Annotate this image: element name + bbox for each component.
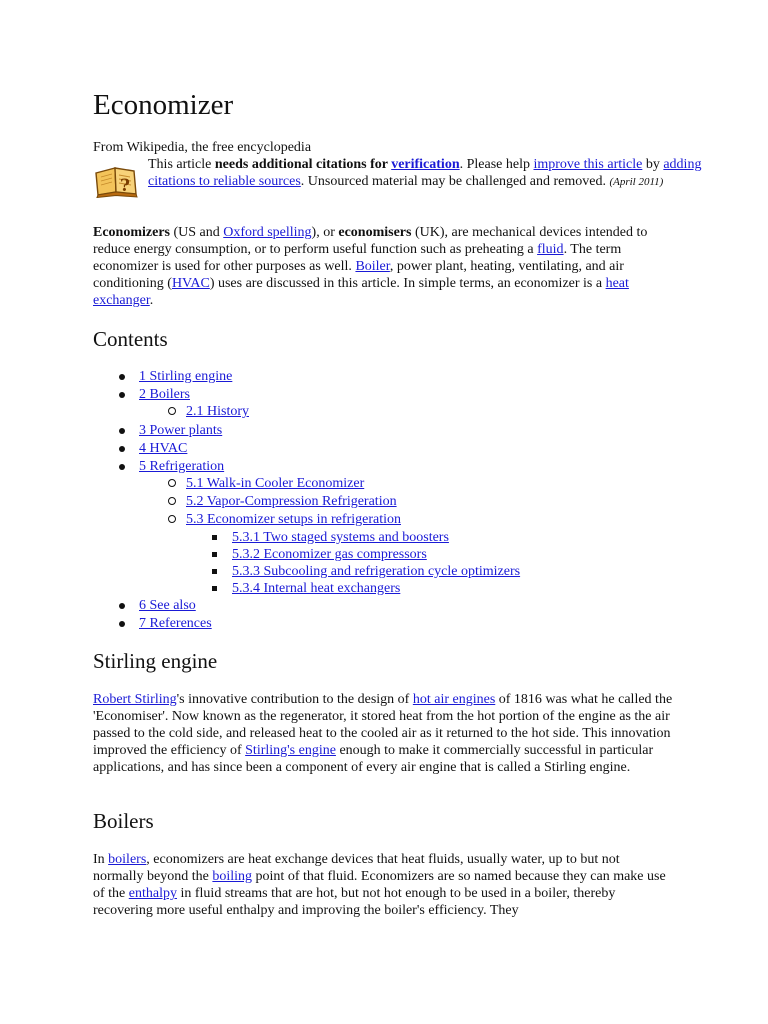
- toc-item: [186, 403, 249, 420]
- square-bullet-icon: [212, 569, 217, 574]
- page-title: Economizer: [93, 89, 234, 121]
- toc-item: [232, 563, 520, 580]
- circle-bullet-icon: [168, 497, 176, 505]
- toc-link-subcooling[interactable]: 5.3.3 Subcooling and refrigeration cycle optimizers: [232, 564, 521, 579]
- boilers-heading: Boilers: [93, 809, 154, 833]
- circle-bullet-icon: [168, 515, 176, 523]
- bullet-icon: [119, 374, 125, 380]
- circle-bullet-icon: [168, 407, 176, 415]
- bullet-icon: [119, 464, 125, 470]
- toc-link-boilers[interactable]: 2 Boilers: [139, 387, 190, 402]
- circle-bullet-icon: [168, 479, 176, 487]
- toc-link-history[interactable]: 2.1 History: [186, 404, 249, 419]
- boiler-link[interactable]: Boiler: [355, 259, 390, 274]
- toc-item: [139, 368, 232, 385]
- toc-link-walk-in-cooler[interactable]: 5.1 Walk-in Cooler Economizer: [186, 476, 365, 491]
- toc-link-economizer-setups[interactable]: 5.3 Economizer setups in refrigeration: [186, 512, 401, 527]
- boiling-link[interactable]: boiling: [212, 869, 253, 884]
- toc-item: [232, 546, 427, 563]
- toc-link-stirling-engine[interactable]: 1 Stirling engine: [139, 369, 233, 384]
- stirling-paragraph: Robert Stirling's innovative contribution to the design of hot air engines of 1816 was what he called the 'Economiser'. Now known as the regenerator, it stored heat from the hot portion of the engine as the air passed to the cold side, and released heat to the cooled air as it returned to the hot side. This innovation improved the efficiency of Stirling's engine enough to make it commercially successful in particular applications, and has since been a component of every air engine that is called a Stirling engine.: [93, 692, 673, 775]
- oxford-spelling-link[interactable]: Oxford spelling: [223, 225, 312, 240]
- toc-item: [232, 529, 449, 546]
- hot-air-engines-link[interactable]: hot air engines: [412, 692, 496, 707]
- notice-date: (April 2011): [609, 176, 664, 188]
- intro-paragraph: Economizers (US and Oxford spelling), or economisers (UK), are mechanical devices intended to reduce energy consumption, or to perform useful function such as preheating a fluid. The term economizer is used for other purposes as well. Boiler, power plant, heating, ventilating, and air conditioning (HVAC) uses are discussed in this article. In simple terms, an economizer is a heat exchanger.: [93, 225, 648, 308]
- square-bullet-icon: [212, 535, 217, 540]
- svg-text:?: ?: [120, 176, 130, 196]
- bullet-icon: [119, 621, 125, 627]
- enthalpy-link[interactable]: enthalpy: [128, 886, 177, 901]
- toc-link-vapor-compression[interactable]: 5.2 Vapor-Compression Refrigeration: [186, 494, 397, 509]
- toc-item: [139, 458, 224, 475]
- improve-article-link[interactable]: improve this article: [533, 157, 643, 172]
- toc-item: [186, 475, 364, 492]
- square-bullet-icon: [212, 552, 217, 557]
- toc-link-hvac[interactable]: 4 HVAC: [139, 441, 188, 456]
- heat-exchanger-link[interactable]: heat exchanger: [93, 276, 629, 308]
- toc-item: [186, 493, 397, 510]
- bullet-icon: [119, 603, 125, 609]
- toc-item: [139, 422, 222, 439]
- toc-link-gas-compressors[interactable]: 5.3.2 Economizer gas compressors: [232, 547, 427, 562]
- toc-link-references[interactable]: 7 References: [139, 616, 212, 631]
- fluid-link[interactable]: fluid: [537, 242, 564, 257]
- site-tagline: From Wikipedia, the free encyclopedia: [93, 140, 312, 155]
- boilers-link[interactable]: boilers: [108, 852, 147, 867]
- bullet-icon: [119, 428, 125, 434]
- book-question-icon: [93, 164, 139, 198]
- verification-link[interactable]: verification: [391, 157, 460, 172]
- toc-item: [139, 440, 187, 457]
- toc-item: [139, 386, 190, 403]
- robert-stirling-link[interactable]: Robert Stirling: [93, 692, 177, 707]
- toc-link-two-staged[interactable]: 5.3.1 Two staged systems and boosters: [232, 530, 449, 545]
- bullet-icon: [119, 392, 125, 398]
- square-bullet-icon: [212, 586, 217, 591]
- contents-heading: Contents: [93, 327, 168, 351]
- toc-link-power-plants[interactable]: 3 Power plants: [139, 423, 223, 438]
- bullet-icon: [119, 446, 125, 452]
- notice-text: This article needs additional citations for verification. Please help improve this article by adding citations to reliable sources. Unsourced material may be challenged and removed. (April 2011): [148, 157, 702, 189]
- hvac-link[interactable]: HVAC: [171, 276, 210, 291]
- toc-link-see-also[interactable]: 6 See also: [139, 598, 196, 613]
- toc-item: [186, 511, 401, 528]
- adding-citations-link[interactable]: adding citations to reliable sources: [148, 157, 702, 189]
- toc-link-internal-heat-exchangers[interactable]: 5.3.4 Internal heat exchangers: [232, 581, 401, 596]
- stirlings-engine-link[interactable]: Stirling's engine: [245, 743, 336, 758]
- boilers-paragraph: In boilers, economizers are heat exchange devices that heat fluids, usually water, up to but not normally beyond the boiling point of that fluid. Economizers are so named because they can make use of the enthalpy in fluid streams that are hot, but not hot enough to be used in a boiler, thereby recovering more useful enthalpy and improving the boiler's efficiency. They: [93, 852, 666, 918]
- citation-notice: [93, 156, 702, 208]
- toc-item: [232, 580, 400, 597]
- toc-item: [139, 615, 212, 632]
- stirling-engine-heading: Stirling engine: [93, 649, 218, 673]
- toc-item: [139, 597, 196, 614]
- toc-link-refrigeration[interactable]: 5 Refrigeration: [139, 459, 225, 474]
